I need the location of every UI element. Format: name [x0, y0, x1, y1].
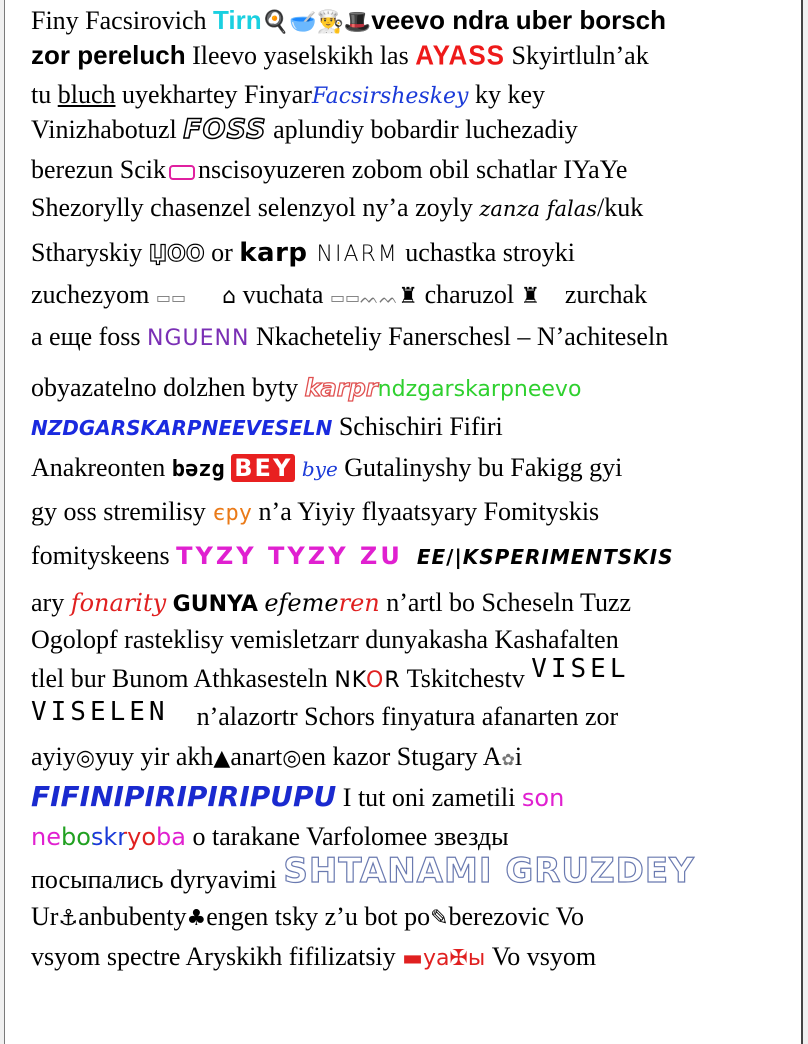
nkor-red-part: O — [366, 668, 385, 693]
text-run: а еще foss — [31, 322, 148, 351]
castle-icon: ♜ — [398, 284, 419, 309]
target-icon: ◎ — [75, 746, 95, 771]
text-run: i — [514, 742, 523, 771]
target-icon: ◎ — [282, 746, 302, 771]
text-run: Nkacheteliy Fanerschesl – N’achiteseln — [249, 322, 669, 351]
text-run: vsyom spectre Aryskikh fifilizatsiy — [31, 942, 403, 971]
wordart-karp: karp — [239, 238, 308, 268]
wordart-niarm: NIARM — [307, 242, 399, 267]
wordart-fonarity: fonarity — [70, 589, 167, 617]
text-line-23 — [31, 902, 793, 934]
nkor-part: NK — [334, 668, 366, 693]
anchor-icon: ⚓ — [58, 906, 79, 931]
text-run: ary — [31, 588, 71, 617]
text-line-19 — [31, 742, 793, 775]
text-line-16 — [31, 625, 793, 655]
text-line-20 — [31, 782, 793, 813]
text-run-bold: zor pereluch — [31, 40, 186, 70]
text-run: anbubenty — [78, 902, 187, 931]
text-line-22 — [31, 851, 793, 895]
text-run: yuy yir akh — [94, 742, 214, 771]
text-run: Skyirtluln’ak — [505, 41, 649, 70]
text-run: ky key — [468, 80, 546, 109]
text-line-17 — [31, 654, 793, 696]
wordart-red-y: ы — [467, 946, 486, 971]
text-run: n’a Yiyiy flyaatsyary Fomityskis — [252, 497, 600, 526]
underlined-word: bluch — [57, 80, 116, 109]
text-run: Schischiri Fifiri — [332, 412, 503, 441]
text-run: посыпались dyryavimi — [31, 865, 284, 894]
skyline-icon: ▭▭ᨓᨓ — [329, 288, 399, 307]
wordart-tirn: Tirn — [213, 5, 262, 35]
text-run: berezun Scik — [31, 155, 167, 184]
chef-hat-icon: 👨‍🍳 — [316, 10, 344, 35]
text-run: Shezorylly chasenzel selenzyol ny’a zoyly — [31, 193, 480, 222]
text-run: Anakreonten — [31, 453, 172, 482]
castle-icon: ♜ — [520, 284, 541, 309]
text-line-14 — [31, 541, 793, 572]
wordart-foss: FOSS — [183, 114, 267, 145]
text-run: Vinizhabotuzl — [31, 115, 184, 144]
text-line-3 — [31, 80, 793, 112]
text-line-11 — [31, 412, 793, 443]
text-run: charuzol — [418, 280, 521, 309]
wordart-bozg: bəzg — [171, 457, 225, 482]
rounded-rect-icon — [169, 165, 195, 180]
text-run: uyekhartey Finyar — [115, 80, 312, 109]
text-run: tu — [31, 80, 58, 109]
building-small-icon: ▭▭ — [155, 288, 187, 307]
text-run: engen tsky z’u bot po — [206, 902, 431, 931]
mortar-icon: 🥣 — [289, 10, 317, 35]
wordart-ksperimentskis: KSPERIMENTSKIS — [462, 545, 674, 569]
text-run: fomityskeens — [31, 541, 177, 570]
bell-icon: ▲ — [213, 746, 231, 771]
wordart-facsirsheskey: Facsirsheskey — [311, 84, 469, 109]
text-run: berezovic Vo — [448, 902, 584, 931]
document-page — [4, 0, 803, 1044]
text-run: ayiy — [31, 742, 76, 771]
text-line-1 — [31, 5, 793, 38]
nkor-part: R — [384, 668, 401, 693]
text-run: Gutalinyshy bu Fakigg gyi — [337, 453, 623, 482]
text-run: Ogolopf rasteklisy vemisletzarr dunyakasha Kashafalten — [31, 625, 619, 654]
text-run: Stharyskiy — [31, 238, 149, 267]
text-line-12 — [31, 453, 793, 485]
text-run: gy oss stremilisy — [31, 497, 213, 526]
wordart-bey: BEY — [231, 454, 295, 482]
text-run-bold: veevo ndra uber borsch — [371, 5, 667, 35]
wordart-epy: єpy — [212, 501, 253, 526]
text-run: Tskitchestv — [400, 664, 532, 693]
text-run: o tarakane Varfolomee звезды — [186, 822, 509, 851]
chef-hat-cyan-icon: 🎩 — [343, 10, 372, 35]
text-line-24 — [31, 942, 793, 974]
wordart-viselen: VISELEN — [31, 697, 169, 727]
text-run: nscisoyuzeren zobom obil schatlar IYaYe — [198, 155, 628, 184]
text-line-8 — [31, 280, 793, 313]
text-line-4 — [31, 115, 793, 145]
wordart-shtanami-gruzdey: SHTANAMI GRUZDEY — [283, 851, 695, 891]
wordart-bye: bye — [301, 457, 338, 481]
maple-leaf-icon: ♣ — [186, 906, 207, 931]
cook-icon: 🍳 — [261, 10, 290, 35]
text-run: I tut oni zametili — [336, 783, 522, 812]
text-run: n’alazortr Schors finyatura afanarten zor — [196, 702, 619, 731]
wordart-ayass: AYASS — [415, 39, 506, 71]
wordart-efemeren — [264, 589, 379, 617]
text-run: tlel bur Bunom Athkasesteln — [31, 664, 335, 693]
text-run: en kazor Stugary A — [301, 742, 502, 771]
text-run: Finy Facsirovich — [31, 6, 213, 35]
text-run: /kuk — [597, 193, 644, 222]
text-run: Ileevo yaselskikh las — [185, 41, 416, 70]
wordart-ndzgarskarpneevo: ndzgarskarpneevo — [377, 377, 582, 402]
slash-mark: /| — [446, 545, 463, 569]
text-run: vuchata — [236, 280, 330, 309]
wordart-outlined: ЏОО — [148, 242, 205, 267]
text-line-2 — [31, 40, 793, 71]
text-line-15 — [31, 588, 793, 620]
flower-icon: ✿ — [501, 750, 515, 769]
text-line-7 — [31, 238, 793, 270]
wordart-ee: EE — [416, 545, 447, 569]
text-line-10 — [31, 373, 793, 405]
wordart-nzdgarskarpneeveseln: NZDGARSKARPNEEVESELN — [31, 416, 333, 440]
red-bar-icon: ▬ — [402, 946, 423, 971]
text-line-6 — [31, 193, 793, 224]
text-line-9 — [31, 322, 793, 354]
house-icon: ⌂ — [222, 284, 237, 309]
text-run: aplundiy bobardir luchezadiy — [266, 115, 578, 144]
wordart-neboskryoba: neboskryoba — [31, 823, 186, 851]
wordart-visel: VISEL — [531, 654, 630, 684]
pen-icon: ✎ — [430, 906, 449, 931]
text-run: zuchezyom — [31, 280, 156, 309]
wordart-nkor — [334, 668, 400, 693]
text-run: n’artl bo Scheseln Tuzz — [379, 588, 632, 617]
wordart-red-ya: уа — [422, 946, 450, 971]
wordart-karpr: karpr — [304, 374, 378, 402]
text-run: uchastka stroyki — [398, 238, 575, 267]
efem-red-part: ren — [338, 589, 380, 617]
text-run: Ur — [31, 902, 59, 931]
red-figure-icon: ✠ — [449, 946, 468, 971]
text-run: or — [204, 238, 240, 267]
text-run: zurchak — [558, 280, 648, 309]
wordart-nguenn: NGUENN — [147, 326, 250, 351]
text-line-13 — [31, 497, 793, 529]
text-line-21 — [31, 822, 793, 852]
wordart-tyzy: TYZY TYZY ZU — [176, 542, 403, 570]
wordart-zanza-falas: zanza falas — [479, 197, 598, 221]
efem-part: efeme — [264, 589, 339, 617]
text-run: Vo vsyom — [485, 942, 597, 971]
text-run: anart — [230, 742, 283, 771]
wordart-son: son — [521, 784, 565, 812]
text-line-18 — [31, 697, 793, 732]
text-run: obyazatelno dolzhen byty — [31, 373, 305, 402]
text-line-5 — [31, 155, 793, 185]
wordart-fifinipiripiripupu: FIFINIPIRIPIRIPUPU — [31, 780, 337, 813]
wordart-gunya: GUNYA — [172, 592, 258, 617]
